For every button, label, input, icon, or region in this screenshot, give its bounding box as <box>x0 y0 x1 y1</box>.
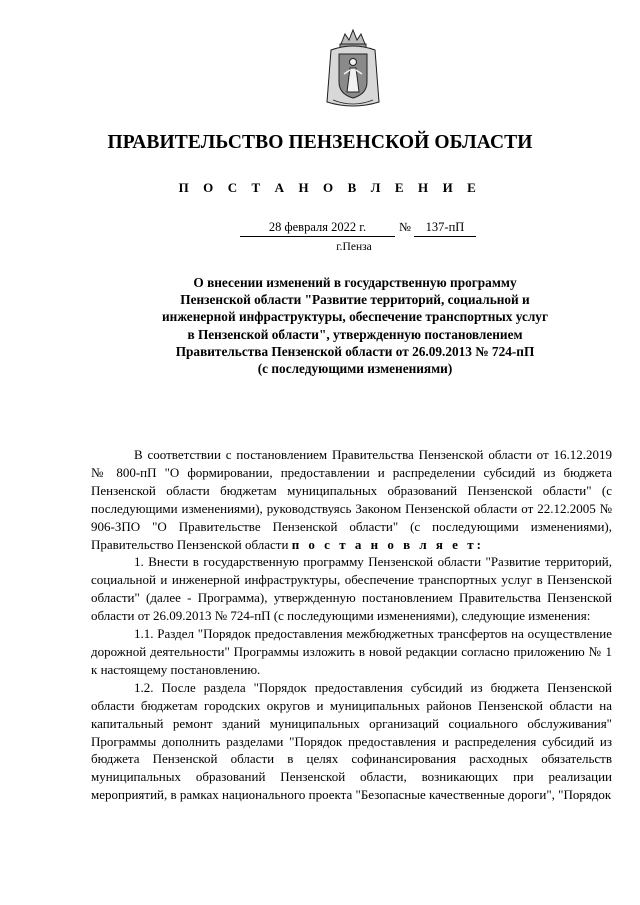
title-line: инженерной инфраструктуры, обеспечение транспортных услуг <box>162 309 548 325</box>
paragraph-1-1: 1.1. Раздел "Порядок предоставления межбюджетных трансфертов на осуществление дорожной деятельности" Программы изложить в новой редакции согласно приложению № 1 к настоящему постановлению. <box>91 626 612 677</box>
title-line: О внесении изменений в государственную программу <box>193 275 517 290</box>
document-type: П О С Т А Н О В Л Е Н И Е <box>178 180 482 195</box>
document-number: 137-пП <box>414 220 476 237</box>
paragraph-1-2: 1.2. После раздела "Порядок предоставления субсидий из бюджета Пензенской области бюджетам городских округов и муниципальных районов Пензенской области на капитальный ремонт зданий муниципальных организаций социального обслуживания" Программы дополнить разделами "Порядок предоставления и распределения субсидий из бюджета Пензенской области в целях софинансирования расходных обязательств муниципальных образований Пензенской области, возникающих при реализации мероприятий, в рамках национального проекта "Безопасные качественные дороги", "Порядок <box>91 679 612 803</box>
organization-name: ПРАВИТЕЛЬСТВО ПЕНЗЕНСКОЙ ОБЛАСТИ <box>107 132 533 153</box>
city-label: г.Пенза <box>336 241 372 253</box>
paragraph-intro <box>91 446 612 553</box>
coat-of-arms-emblem <box>323 28 383 110</box>
intro-text: В соответствии с постановлением Правительства Пензенской области от 16.12.2019 № 800-пП "О формировании, предоставлении и распределении субсидий из бюджета Пензенской области бюджетам муниципальных образований Пензенской области" (с последующими изменениями), руководствуясь Законом Пензенской области от 22.12.2005 № 906-ЗПО "О Правительстве Пензенской области" (с последующими изменениями), Правительство Пензенской области <box>91 447 612 552</box>
document-body <box>91 446 612 804</box>
title-line: в Пензенской области", утвержденную постановлением <box>187 326 523 342</box>
title-line: (с последующими изменениями) <box>257 361 453 377</box>
document-date: 28 февраля 2022 г. <box>240 220 395 237</box>
title-line: Правительства Пензенской области от 26.09.2013 № 724-пП <box>175 343 535 359</box>
paragraph-1: 1. Внести в государственную программу Пензенской области "Развитие территорий, социальной и инженерной инфраструктуры, обеспечение транспортных услуг в Пензенской области" (далее - Программа), утвержденную постановлением Правительства Пензенской области от 26.09.2013 № 724-пП (с последующими изменениями), следующие изменения: <box>91 554 612 624</box>
number-sign: № <box>399 220 411 234</box>
title-line: Пензенской области "Развитие территорий, социальной и <box>180 292 530 308</box>
resolves-word: п о с т а н о в л я е т: <box>291 536 484 552</box>
document-title <box>115 274 595 377</box>
